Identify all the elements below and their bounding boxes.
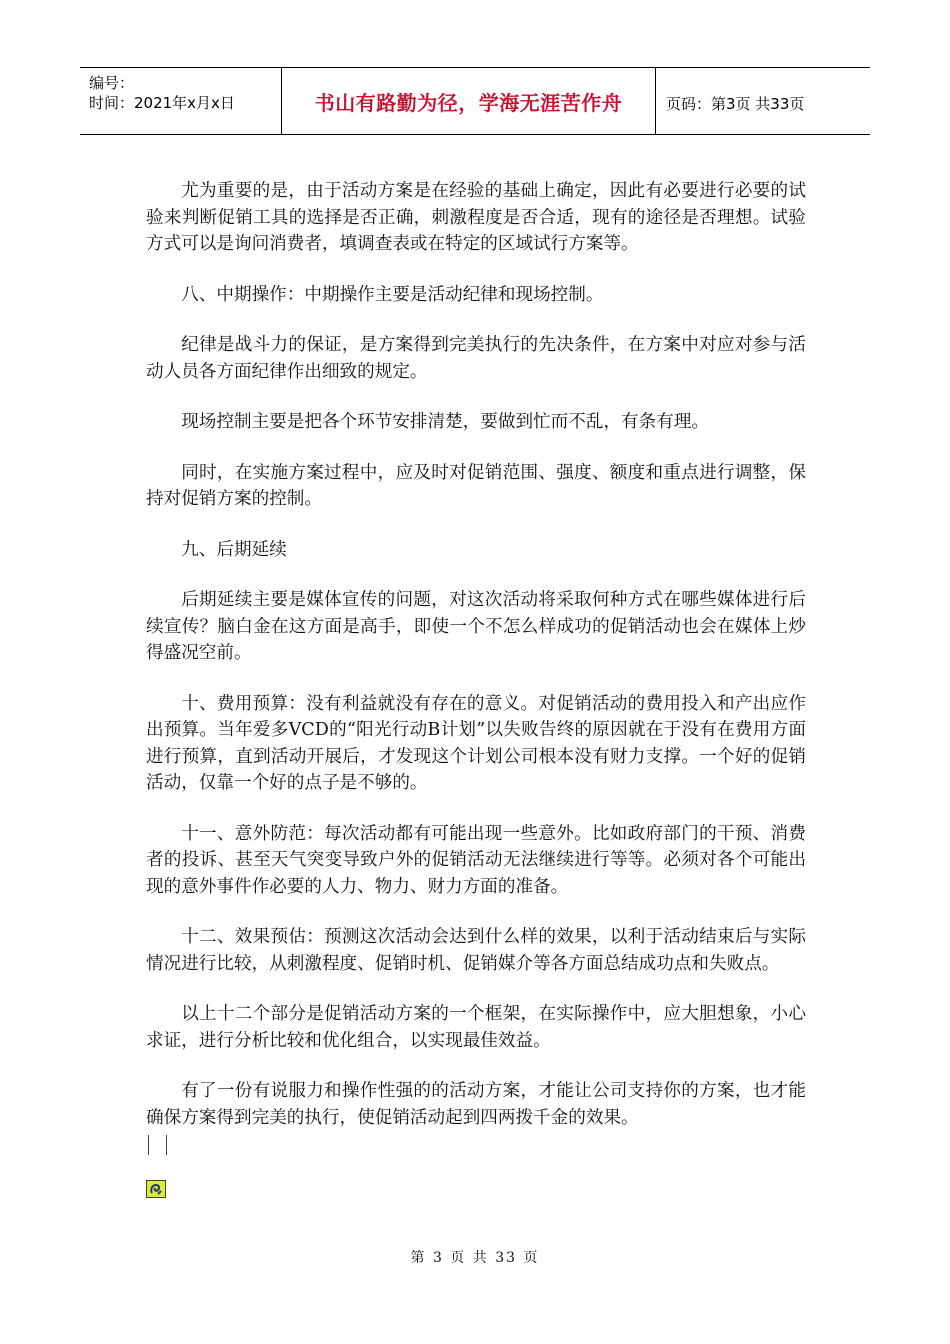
embedded-object-icon[interactable] [146, 1180, 166, 1198]
cursor-bar [148, 1135, 149, 1155]
paragraph: 尤为重要的是，由于活动方案是在经验的基础上确定，因此有必要进行必要的试验来判断促销工具的选择是否正确，刺激程度是否合适，现有的途径是否理想。试验方式可以是询问消费者，填调查表或在特定的区域试行方案等。 [146, 181, 806, 254]
paragraph: 后期延续主要是媒体宣传的问题，对这次活动将采取何种方式在哪些媒体进行后续宣传？脑白金在这方面是高手，即使一个不怎么样成功的促销活动也会在媒体上炒得盛况空前。 [146, 590, 806, 663]
cursor-bar [166, 1135, 167, 1155]
header-page-cell [656, 68, 870, 134]
document-body [146, 178, 806, 1155]
document-number-label: 编号： [89, 74, 135, 92]
page-footer: 第 3 页 共 33 页 [410, 1250, 540, 1266]
header-motto-cell [282, 68, 656, 134]
paragraph: 十二、效果预估：预测这次活动会达到什么样的效果，以利于活动结束后与实际情况进行比较，从刺激程度、促销时机、促销媒介等各方面总结成功点和失败点。 [146, 927, 806, 974]
section-heading: 九、后期延续 [181, 539, 287, 560]
paragraph: 十、费用预算：没有利益就没有存在的意义。对促销活动的费用投入和产出应作出预算。当年爱多VCD的“阳光行动B计划”以失败告终的原因就在于没有在费用方面进行预算，直到活动开展后，才发现这个计划公司根本没有财力支撑。一个好的促销活动，仅靠一个好的点子是不够的。 [146, 693, 806, 793]
header-page-number: 页码：第3页 共33页 [666, 95, 805, 113]
paragraph: 以上十二个部分是促销活动方案的一个框架，在实际操作中，应大胆想象，小心求证，进行分析比较和优化组合，以实现最佳效益。 [146, 1004, 806, 1051]
paragraph: 现场控制主要是把各个环节安排清楚，要做到忙而不乱，有条有理。 [181, 412, 710, 432]
section-heading: 八、中期操作：中期操作主要是活动纪律和现场控制。 [181, 284, 604, 305]
paragraph: 纪律是战斗力的保证，是方案得到完美执行的先决条件，在方案中对应对参与活动人员各方面纪律作出细致的规定。 [146, 335, 806, 382]
swirl-icon [149, 1182, 163, 1196]
page-header [80, 67, 870, 135]
header-meta-cell [80, 68, 282, 134]
document-time-label: 时间：2021年x月x日 [89, 94, 235, 112]
paragraph: 同时，在实施方案过程中，应及时对促销范围、强度、额度和重点进行调整，保持对促销方案的控制。 [146, 462, 806, 509]
paragraph: 十一、意外防范：每次活动都有可能出现一些意外。比如政府部门的干预、消费者的投诉、甚至天气突变导致户外的促销活动无法继续进行等等。必须对各个可能出现的意外事件作必要的人力、物力、财力方面的准备。 [146, 823, 806, 897]
paragraph: 有了一份有说服力和操作性强的的活动方案，才能让公司支持你的方案，也才能确保方案得到完美的执行，使促销活动起到四两拨千金的效果。 [146, 1081, 806, 1128]
header-motto: 书山有路勤为径，学海无涯苦作舟 [314, 91, 623, 115]
text-cursor-marks [146, 1135, 176, 1155]
